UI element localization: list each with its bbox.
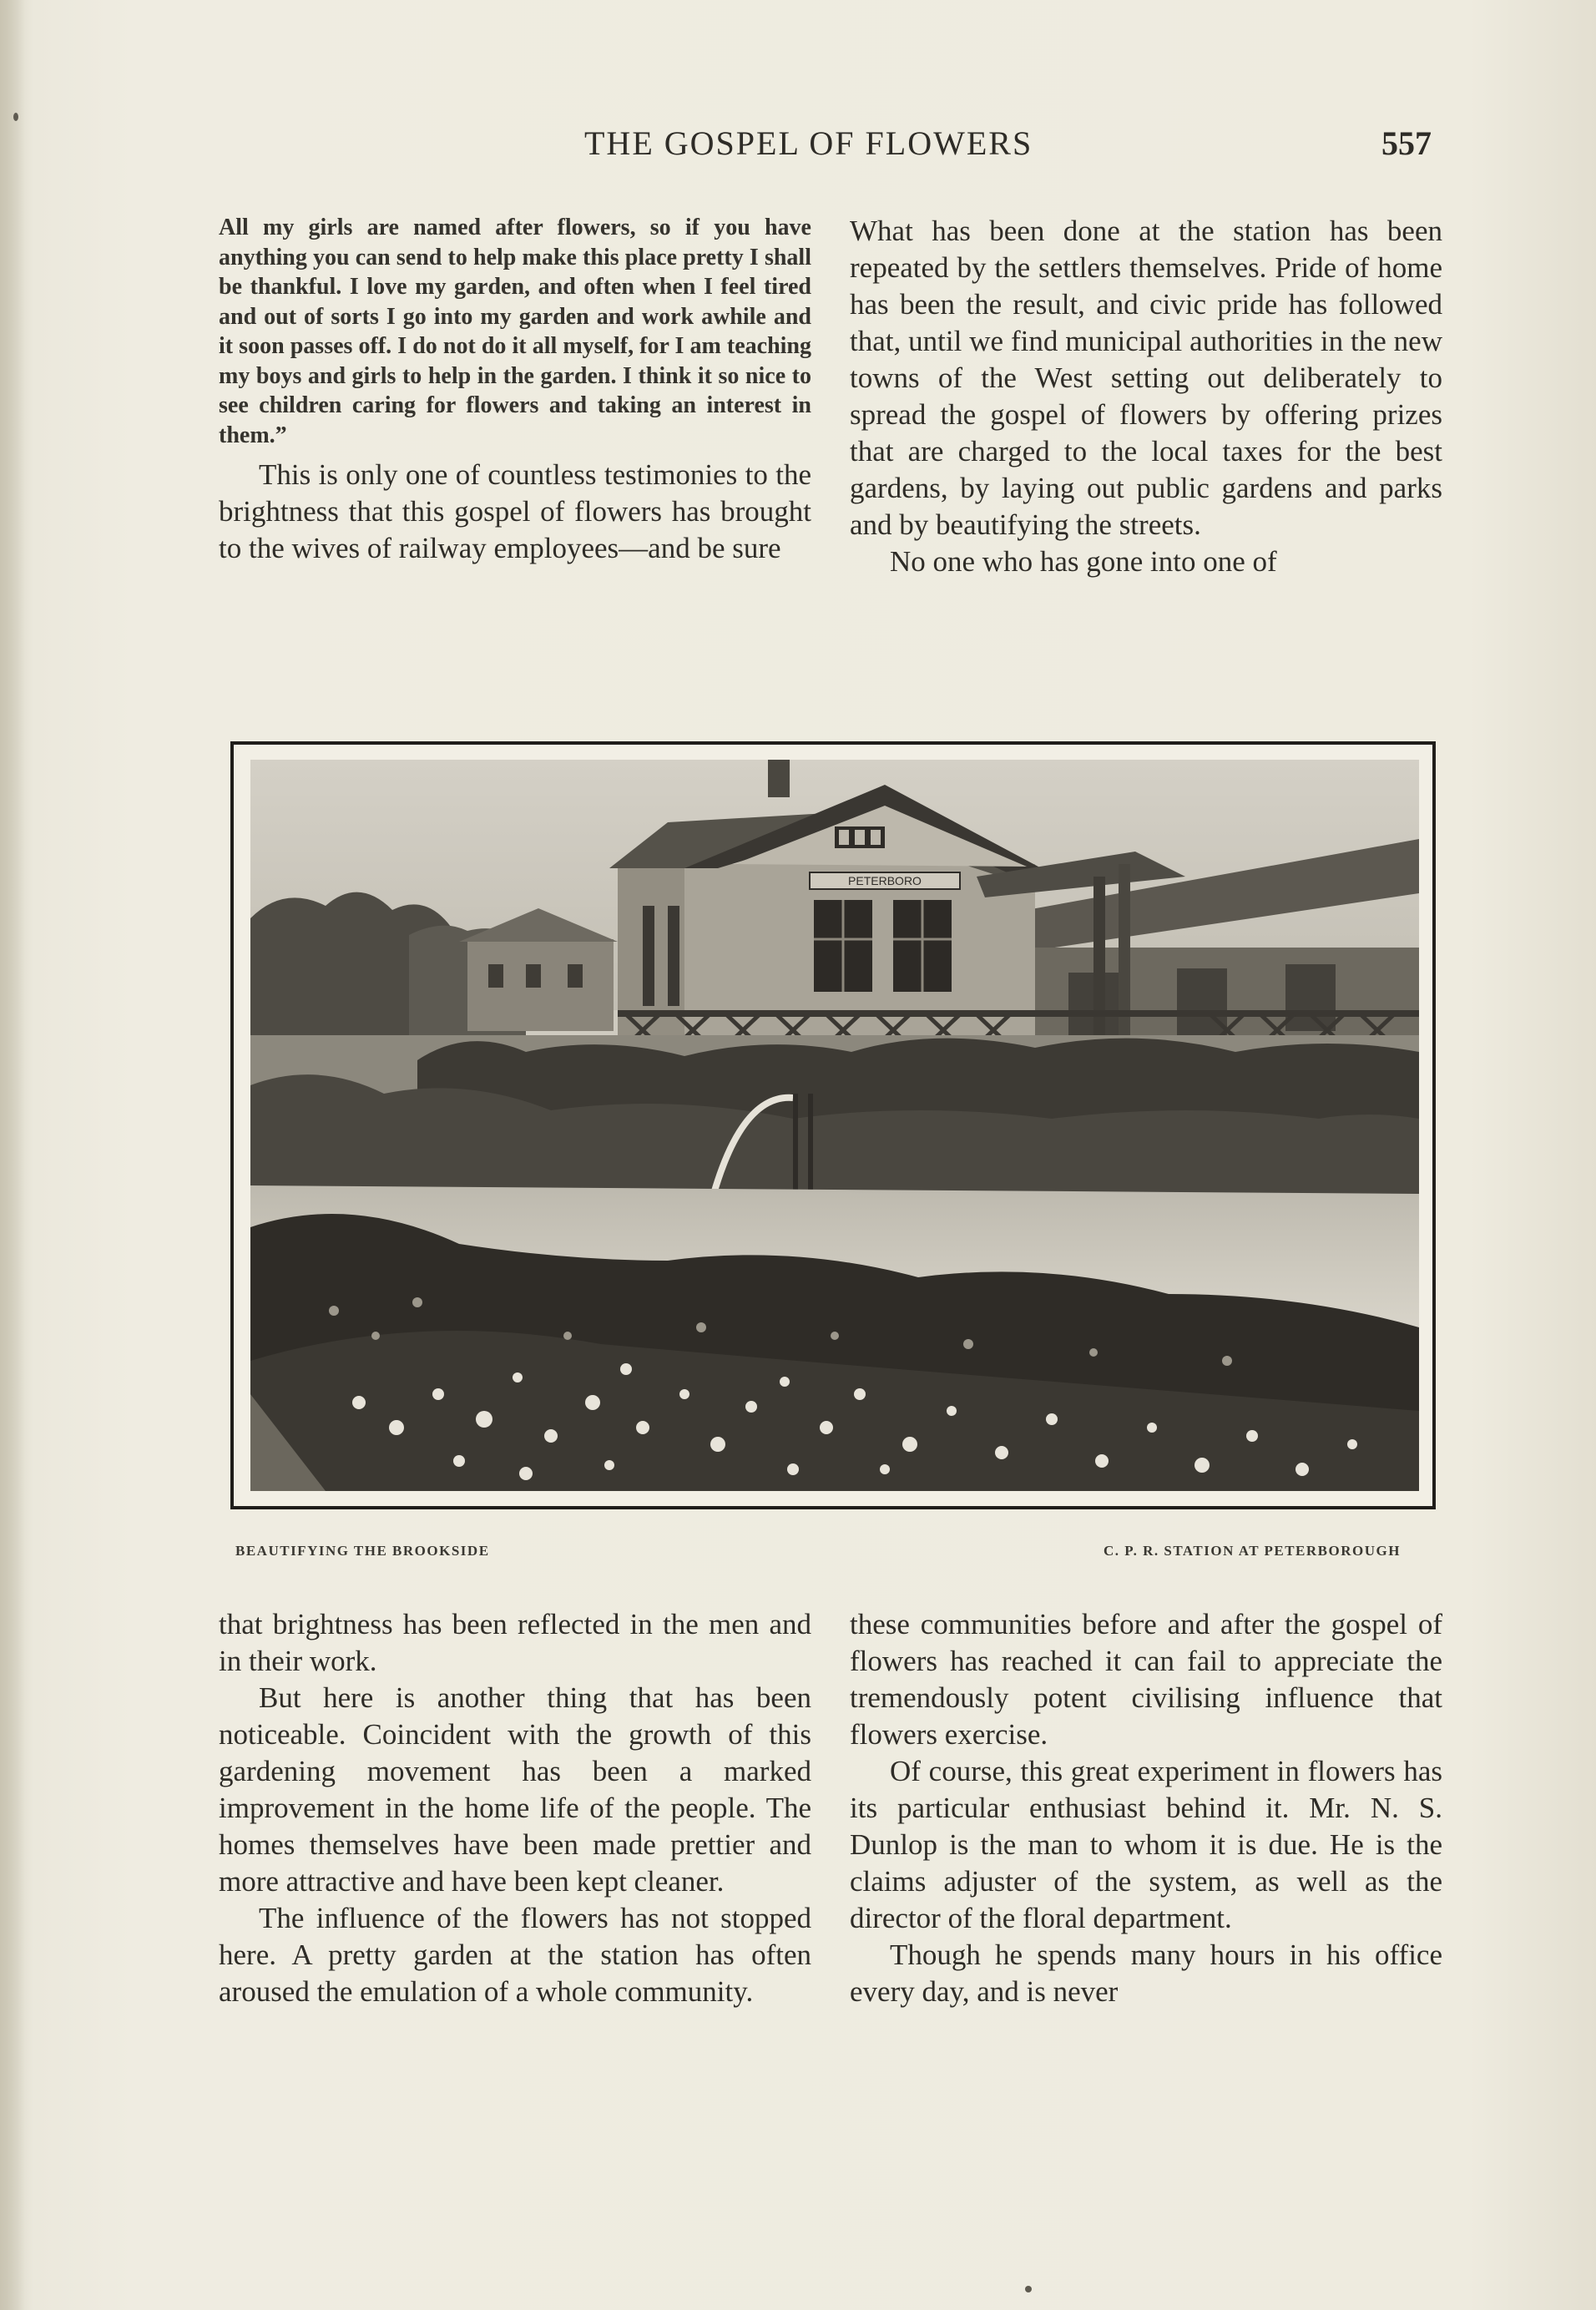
bottom-right-column (850, 1606, 1442, 2010)
station-photograph (250, 760, 1419, 1491)
body-paragraph: The influence of the flowers has not stopped here. A pretty garden at the station has often aroused the emulation of a whole community. (219, 1902, 811, 2008)
body-paragraph: No one who has gone into one of (890, 545, 1277, 578)
station-photograph-drawing (250, 760, 1419, 1491)
gutter-shadow (0, 0, 25, 2310)
top-left-column (219, 213, 811, 567)
body-paragraph: But here is another thing that has been noticeable. Coincident with the growth of this gardening movement has been a marked improvement in the home life of the people. The homes themselves have been made prettier and more attractive and have been kept cleaner. (219, 1681, 811, 1898)
page-speck (1025, 2286, 1032, 2292)
photo-caption-left: BEAUTIFYING THE BROOKSIDE (235, 1543, 490, 1559)
running-head (0, 124, 1596, 174)
body-paragraph: What has been done at the station has been repeated by the settlers themselves. Pride of home has been the result, and civic pride has followed that, until we find municipal authorities in the new towns of the West setting out deliberately to spread the gospel of flowers by offering prizes that are charged to the local taxes for the best gardens, by laying out public gardens and parks and by beautifying the streets. (850, 215, 1442, 541)
station-sign: PETERBORO (848, 874, 922, 887)
letter-quote: All my girls are named after flowers, so if you have anything you can send to help make this place pretty I shall be thankful. I love my garden, and often when I feel tired and out of sorts I go into my garden and work awhile and it soon passes off. I do not do it all myself, for I am teaching my boys and girls to help in the garden. I think it so nice to see children caring for flowers and taking an interest in them.” (219, 215, 811, 448)
top-right-column (850, 213, 1442, 580)
body-paragraph: these communities before and after the gospel of flowers has reached it can fail to appreciate the tremendously potent civilising influence that flowers exercise. (850, 1608, 1442, 1751)
body-paragraph: This is only one of countless testimonies to the brightness that this gospel of flowers has brought to the wives of railway employees—and be sure (219, 458, 811, 564)
photo-caption-right: C. P. R. STATION AT PETERBOROUGH (1104, 1543, 1401, 1559)
body-paragraph: Of course, this great experiment in flowers has its particular enthusiast behind it. Mr. N. S. Dunlop is the man to whom it is due. He is the claims adjuster of the system, as well as the director of the floral department. (850, 1755, 1442, 1934)
body-paragraph: that brightness has been reflected in the men and in their work. (219, 1608, 811, 1677)
body-paragraph: Though he spends many hours in his office every day, and is never (850, 1938, 1442, 2008)
page-speck (13, 113, 18, 121)
page-number: 557 (1381, 124, 1432, 162)
bottom-left-column (219, 1606, 811, 2010)
running-head-title: THE GOSPEL OF FLOWERS (584, 124, 1033, 162)
